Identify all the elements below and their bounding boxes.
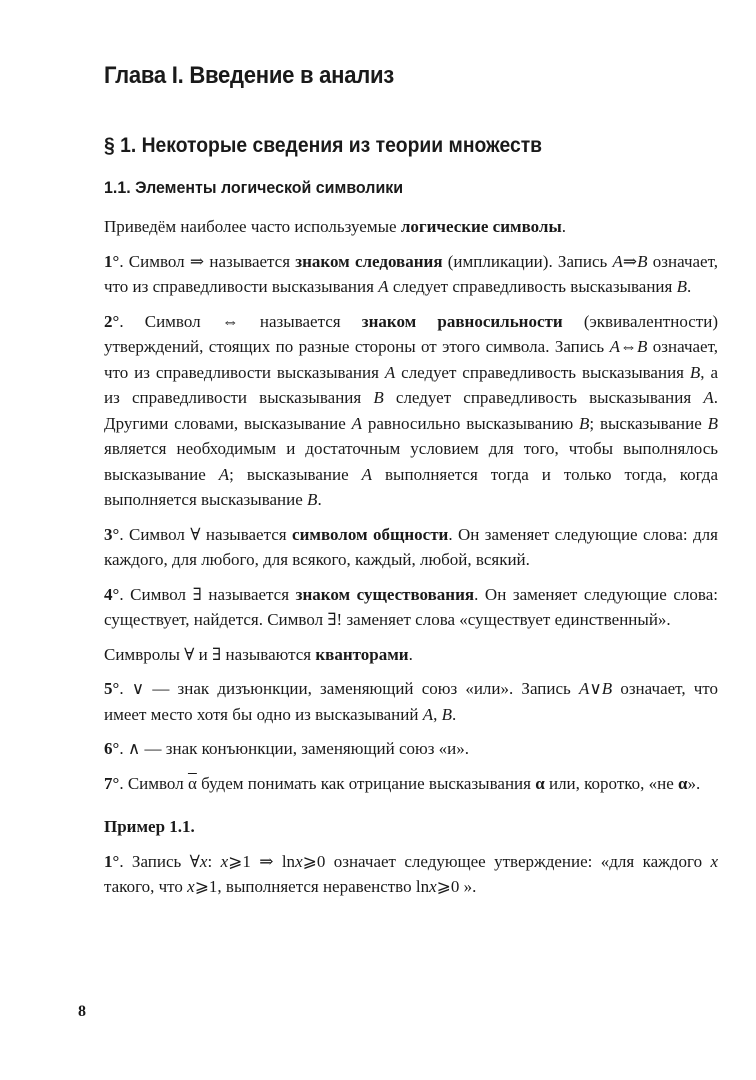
subsection-title: 1.1. Элементы логической символики xyxy=(104,178,404,197)
body-text xyxy=(104,214,718,909)
text-run: является необходимым и достаточным условием для того, чтобы выполнялось высказывание xyxy=(104,439,718,484)
text-run: . Символ xyxy=(119,773,188,793)
text-run: означает, что из справедливости высказывания xyxy=(104,251,718,296)
text-run: : xyxy=(207,851,221,871)
bold-text: знаком существования xyxy=(295,584,475,604)
bold-text: 1° xyxy=(104,251,120,271)
text-run: , xyxy=(433,704,442,724)
text-run: равносильно высказыванию xyxy=(361,413,580,433)
overlined-symbol: $\overline{\alpha}$ xyxy=(187,773,197,793)
text-run: такого, что xyxy=(104,877,188,896)
text-run: . Запись ∀ xyxy=(119,851,200,871)
text-run: будем понимать как отрицание высказывания xyxy=(196,773,536,793)
bold-text: знаком равносильности xyxy=(361,311,563,331)
paragraph xyxy=(104,522,718,573)
math-variable: x xyxy=(220,851,229,871)
paragraph xyxy=(104,771,718,797)
text-run: . ∨ — знак дизъюнкции, заменяющий союз «или». Запись xyxy=(119,679,579,698)
bold-text: символом общности xyxy=(292,524,449,544)
section-title: § 1. Некоторые сведения из теории множеств xyxy=(104,134,543,157)
math-variable: A xyxy=(361,464,373,484)
math-variable: x xyxy=(429,877,437,896)
text-run: (импликации). Запись xyxy=(442,251,613,271)
text-run: следует справедливость высказывания xyxy=(388,277,677,296)
math-variable: A xyxy=(612,251,623,271)
text-run: . Он заменяет следующие слова: для каждого, для любого, для всякого, каждый, любой, всякий. xyxy=(104,524,718,569)
bold-text: 1° xyxy=(104,851,120,871)
text-run: . Символ ⇒ называется xyxy=(119,251,296,271)
text-run: следует справедливость высказывания xyxy=(383,388,704,407)
math-variable: x xyxy=(295,851,303,871)
bold-text: знаком следования xyxy=(295,251,443,271)
math-variable: A xyxy=(703,388,714,407)
text-run: выполняется тогда и только тогда, когда выполняется высказывание xyxy=(104,464,718,509)
example-heading xyxy=(104,814,718,840)
paragraph xyxy=(104,309,718,513)
text-run: ⩾1, выполняется неравенство ln xyxy=(194,877,430,896)
text-run: ⇔ xyxy=(619,337,637,356)
text-run: ⩾0 ». xyxy=(436,877,477,896)
text-run: означает, что имеет место хотя бы одно из высказываний xyxy=(104,679,718,724)
math-variable: B xyxy=(579,413,590,433)
paragraph xyxy=(104,736,718,762)
math-variable: B xyxy=(441,704,452,724)
text-run: . Символ ⇔ называется xyxy=(119,311,362,331)
bold-text: логические символы xyxy=(400,217,562,236)
text-run: ; высказывание xyxy=(229,464,362,484)
page-number: 8 xyxy=(78,1003,86,1020)
text-run: . xyxy=(687,277,692,296)
math-variable: A xyxy=(422,704,434,724)
math-variable: A xyxy=(578,679,590,698)
math-variable: A xyxy=(384,362,396,382)
bold-text: кванторами xyxy=(315,644,409,664)
bold-text: 6° xyxy=(104,739,120,758)
paragraph xyxy=(104,582,718,633)
text-run: ⇒ xyxy=(622,251,638,271)
text-run: . xyxy=(408,644,413,664)
text-run: ». xyxy=(687,773,701,793)
text-run: . Символ ∀ называется xyxy=(119,524,293,544)
bold-text: 2° xyxy=(104,311,120,331)
text-run: ; высказывание xyxy=(589,413,708,433)
math-variable: B xyxy=(676,277,687,296)
math-variable: A xyxy=(609,337,620,356)
math-variable: B xyxy=(636,337,648,356)
text-run: . xyxy=(452,704,457,724)
text-run: (эквивалентности) утверждений, стоящих по разные стороны от этого символа. Запись xyxy=(104,311,718,356)
text-run: ∨ xyxy=(589,679,602,698)
bold-text: 3° xyxy=(104,524,120,544)
text-run: . xyxy=(561,217,566,236)
text-run: или, коротко, «не xyxy=(544,773,679,793)
text-run: . xyxy=(317,490,322,509)
text-run: Приведём наиболее часто используемые xyxy=(104,217,401,236)
text-run: означает, что из справедливости высказывания xyxy=(104,337,718,382)
text-run: ⩾0 означает следующее утверждение: «для каждого xyxy=(302,851,711,871)
paragraph xyxy=(104,214,718,240)
bold-text: Пример 1.1. xyxy=(104,817,195,836)
text-run: , а из справедливости высказывания xyxy=(104,362,719,407)
math-variable: B xyxy=(373,388,384,407)
math-variable: x xyxy=(187,877,195,896)
math-variable: x xyxy=(199,851,208,871)
bold-text: 4° xyxy=(104,584,120,604)
math-variable: B xyxy=(307,490,318,509)
text-run: . Другими словами, высказывание xyxy=(104,388,718,433)
text-run: следует справедливость высказывания xyxy=(395,362,690,382)
text-run: . Символ ∃ называется xyxy=(119,584,296,604)
math-variable: A xyxy=(218,464,230,484)
math-variable: B xyxy=(707,413,718,433)
math-variable: B xyxy=(637,251,648,271)
math-variable: A xyxy=(351,413,362,433)
paragraph xyxy=(104,249,718,300)
math-variable: B xyxy=(601,679,613,698)
bold-text: 5° xyxy=(104,679,120,698)
text-run: . Он заменяет следующие слова: существует, найдется. Символ ∃! заменяет слова «существует единственный». xyxy=(104,584,718,629)
paragraph xyxy=(104,676,718,727)
text-run: ⩾1 ⇒ ln xyxy=(228,851,296,871)
paragraph xyxy=(104,642,718,668)
text-run: Симвролы ∀ и ∃ называются xyxy=(104,644,316,664)
text-run: . ∧ — знак конъюнкции, заменяющий союз «и». xyxy=(119,739,470,758)
math-variable: B xyxy=(689,362,701,382)
math-variable: x xyxy=(710,851,719,871)
chapter-title: Глава I. Введение в анализ xyxy=(104,62,394,89)
bold-text: α xyxy=(678,773,688,793)
bold-text: α xyxy=(535,773,545,793)
paragraph xyxy=(104,849,718,900)
math-variable: A xyxy=(378,277,389,296)
bold-text: 7° xyxy=(104,773,120,793)
